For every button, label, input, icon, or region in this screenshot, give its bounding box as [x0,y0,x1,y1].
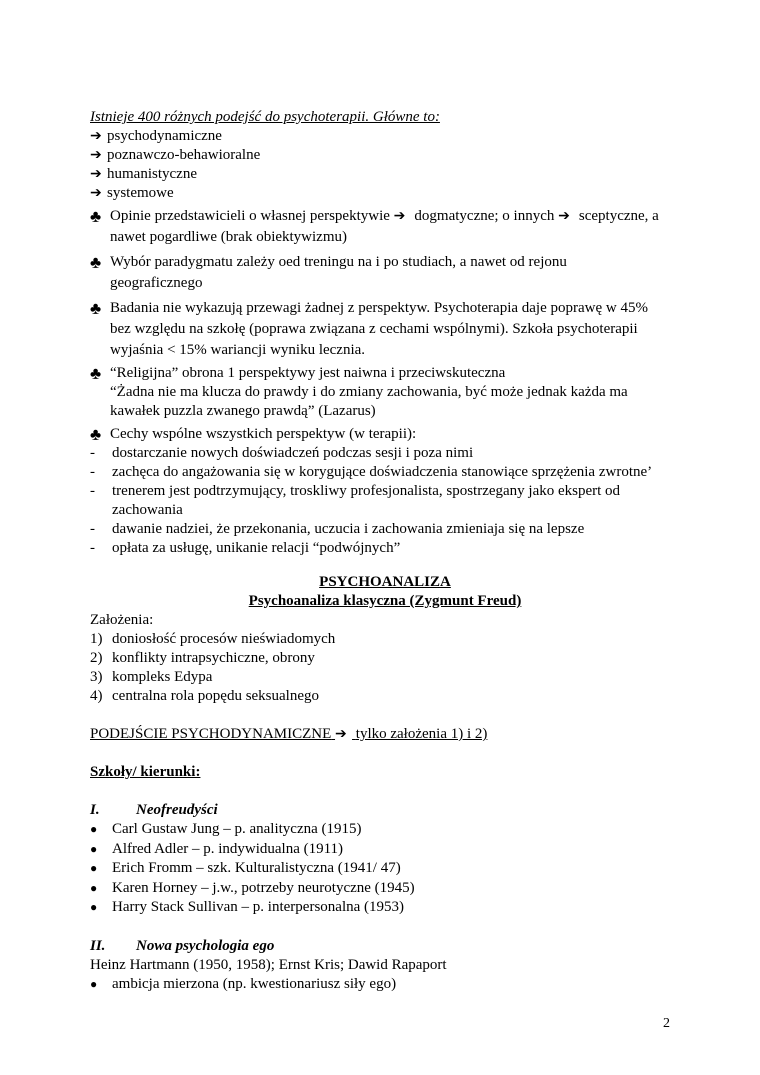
list-item: - dostarczanie nowych doświadczeń podczas sesji i poza nimi [90,445,474,461]
club-bullet-icon: ♣ [90,364,102,383]
club-bullet-icon: ♣ [90,299,102,318]
list-item: - opłata za usługę, unikanie relacji “podwójnych” [90,540,401,556]
approach-item: ➔ systemowe [90,185,174,201]
list-item: 3) kompleks Edypa [90,669,213,685]
list-item: 4) centralna rola popędu seksualnego [90,688,320,704]
arrow-right-icon: ➔ [90,148,102,163]
arrow-right-icon: ➔ [90,186,102,201]
arrow-right-icon: ➔ [558,209,570,224]
arrow-right-icon: ➔ [90,167,102,182]
club-item-research: ♣ Badania nie wykazują przewagi żadnej z perspektyw. Psychoterapia daje poprawę w 45% bez względu na szkołę (poprawa związana z cechami wspólnymi). Szkoła psychoterapii wyjaśnia < 15% wariancji wyniku lecznia. [90,299,648,358]
list-item: - zachęca do angażowania się w korygujące doświadczenia stanowiące sprzężenia zwrotne’ [90,464,653,480]
approach-item: ➔ humanistyczne [90,166,197,182]
arrow-right-icon: ➔ [335,727,347,742]
list-item: 1) doniosłość procesów nieświadomych [90,631,336,647]
list-item: ● Carl Gustaw Jung – p. analityczna (1915) [90,820,680,840]
club-item-common-features: ♣ Cechy wspólne wszystkich perspektyw (w terapii): [90,425,417,444]
list-item: ● Harry Stack Sullivan – p. interpersonalna (1953) [90,898,680,918]
list-item: ● Alfred Adler – p. indywidualna (1911) [90,840,680,860]
group2-authors: Heinz Hartmann (1950, 1958); Ernst Kris; Dawid Rapaport [90,956,447,973]
psychodynamic-note: PODEJŚCIE PSYCHODYNAMICZNE ➔ tylko założenia 1) i 2) [90,726,488,742]
bullet-icon: ● [90,861,98,875]
section-title: PSYCHOANALIZA [319,574,451,590]
arrow-right-icon: ➔ [90,129,102,144]
assumptions-label: Założenia: [90,612,154,628]
page-content [90,108,680,994]
list-item: ● ambicja mierzona (np. kwestionariusz siły ego) [90,975,680,995]
bullet-icon: ● [90,822,98,836]
approach-item: ➔ poznawczo-behawioralne [90,147,261,163]
schools-heading: Szkoły/ kierunki: [90,764,201,780]
list-item: 2) konflikty intrapsychiczne, obrony [90,650,315,666]
bullet-icon: ● [90,976,98,991]
group-heading-neofreudians: I. Neofreudyści [90,802,218,818]
arrow-right-icon: ➔ [393,209,406,224]
approach-item: ➔ psychodynamiczne [90,128,222,144]
intro-heading: Istnieje 400 różnych podejść do psychoterapii. Główne to: [90,109,440,125]
group-heading-ego-psychology: II. Nowa psychologia ego [90,937,275,954]
club-item-paradigm: ♣ Wybór paradygmatu zależy oed treningu na i po studiach, a nawet od rejonu geograficznego [90,253,680,295]
club-bullet-icon: ♣ [90,207,102,226]
bullet-icon: ● [90,841,98,856]
list-item: ● Erich Fromm – szk. Kulturalistyczna (1941/ 47) [90,859,680,879]
bullet-icon: ● [90,880,98,895]
club-item-religious: ♣ “Religijna” obrona 1 perspektywy jest naiwna i przeciwskuteczna “Żadna nie ma klucza do prawdy i do zmiany zachowania, być może jednak każda ma kawałek puzzla zwanego prawdą” (Lazarus) [90,364,628,419]
club-bullet-icon: ♣ [90,253,102,272]
club-item-opinions: ♣ Opinie przedstawicieli o własnej perspektywie ➔ dogmatyczne; o innych ➔ sceptyczne, a nawet pogardliwe (brak obiektywizmu) [90,207,680,249]
list-item: ● Karen Horney – j.w., potrzeby neurotyczne (1945) [90,879,680,899]
section-subtitle: Psychoanaliza klasyczna (Zygmunt Freud) [248,593,522,609]
list-item: - dawanie nadziei, że przekonania, uczucia i zachowania zmieniaja się na lepsze [90,521,585,537]
bullet-icon: ● [90,900,98,914]
page-number: 2 [663,1016,670,1031]
list-item: - trenerem jest podtrzymujący, troskliwy profesjonalista, spostrzegany jako ekspert od zachowania [90,483,621,518]
club-bullet-icon: ♣ [90,425,102,444]
